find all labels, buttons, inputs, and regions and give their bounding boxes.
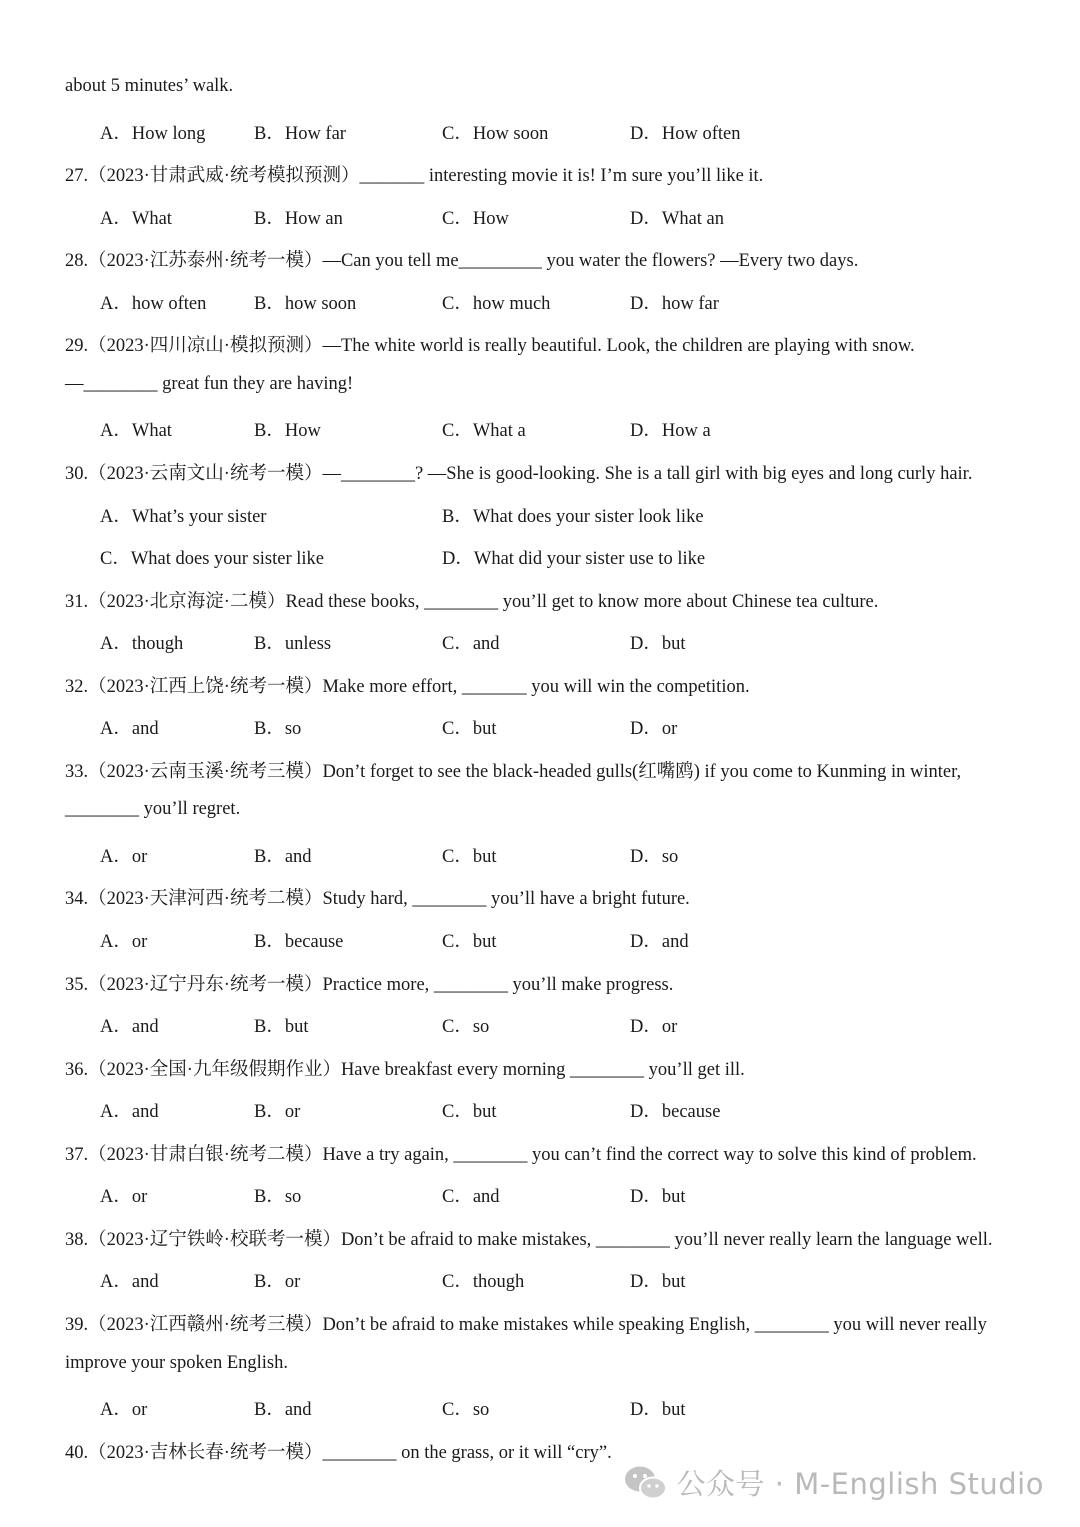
question-line: ________ you’ll regret.: [65, 799, 241, 820]
question-line: 40.（2023·吉林长春·统考一模）________ on the grass, or it will “cry”.: [65, 1442, 612, 1463]
answer-option: B．or: [254, 1272, 301, 1293]
question-line: 37.（2023·甘肃白银·统考二模）Have a try again, ________ you can’t find the correct way to solve this kind of problem.: [65, 1144, 977, 1165]
answer-option: A．or: [100, 932, 148, 952]
answer-option: D．because: [630, 1102, 721, 1123]
answer-option: C．but: [442, 719, 497, 740]
answer-option: D．how far: [630, 293, 719, 314]
answer-option: A．or: [100, 1187, 148, 1208]
answer-option: B．how soon: [254, 293, 357, 314]
answer-option: C．though: [442, 1272, 525, 1293]
answer-option: A．or: [100, 1400, 148, 1421]
question-line: 28.（2023·江苏泰州·统考一模）—Can you tell me_________ you water the flowers? —Every two days.: [65, 251, 859, 272]
question-line: 39.（2023·江西赣州·统考三模）Don’t be afraid to make mistakes while speaking English, ________ you will never really: [65, 1314, 987, 1335]
answer-option: B．so: [254, 719, 302, 740]
answer-option: A．or: [100, 846, 148, 867]
question-line: 36.（2023·全国·九年级假期作业）Have breakfast every morning ________ you’ll get ill.: [65, 1059, 745, 1080]
answer-option: D．but: [630, 1187, 686, 1208]
answer-option: C．and: [442, 634, 500, 655]
answer-option: A．How long: [100, 123, 206, 144]
answer-option: C．but: [442, 932, 497, 952]
answer-option: B．What does your sister look like: [442, 506, 704, 527]
question-line: 31.（2023·北京海淀·二模）Read these books, ________ you’ll get to know more about Chinese tea culture.: [65, 591, 879, 612]
answer-option: D．but: [630, 634, 686, 655]
answer-option: D．How a: [630, 421, 711, 442]
answer-option: A．and: [100, 719, 159, 740]
answer-option: C．so: [442, 1400, 490, 1421]
answer-option: C．How: [442, 208, 509, 229]
question-line: 32.（2023·江西上饶·统考一模）Make more effort, _______ you will win the competition.: [65, 676, 750, 697]
answer-option: A．What: [100, 421, 172, 442]
answer-option: C．but: [442, 1102, 497, 1123]
answer-option: D．or: [630, 1017, 678, 1038]
answer-option: D．How often: [630, 123, 741, 144]
answer-option: B．so: [254, 1187, 302, 1208]
watermark-text: 公众号 · M-English Studio: [676, 1467, 1044, 1501]
question-line: 38.（2023·辽宁铁岭·校联考一模）Don’t be afraid to make mistakes, ________ you’ll never really learn the language well.: [65, 1229, 993, 1250]
question-line: 27.（2023·甘肃武威·统考模拟预测）_______ interesting movie it is! I’m sure you’ll like it.: [65, 166, 764, 187]
answer-option: B．or: [254, 1102, 301, 1123]
answer-option: B．and: [254, 1400, 312, 1421]
answer-option: A．and: [100, 1272, 159, 1293]
answer-option: A．What’s your sister: [100, 506, 267, 527]
answer-option: A．and: [100, 1017, 159, 1038]
answer-option: C．so: [442, 1017, 490, 1038]
answer-option: B．unless: [254, 634, 332, 655]
question-line: 34.（2023·天津河西·统考二模）Study hard, ________ you’ll have a bright future.: [65, 889, 690, 910]
answer-option: C．how much: [442, 293, 551, 314]
question-line: 29.（2023·四川凉山·模拟预测）—The white world is really beautiful. Look, the children are playing with snow.: [65, 336, 915, 357]
answer-option: D．or: [630, 719, 678, 740]
answer-option: A．What: [100, 208, 172, 229]
answer-option: B．How: [254, 421, 321, 442]
question-line: 33.（2023·云南玉溪·统考三模）Don’t forget to see the black-headed gulls(红嘴鸥) if you come to Kunming in winter,: [65, 761, 962, 782]
answer-option: C．How soon: [442, 123, 549, 144]
answer-option: B．How an: [254, 208, 343, 229]
question-line: —________ great fun they are having!: [65, 373, 354, 394]
answer-option: D．What an: [630, 208, 725, 229]
answer-option: D．and: [630, 932, 689, 952]
answer-option: B．because: [254, 932, 344, 952]
question-line: about 5 minutes’ walk.: [65, 76, 234, 96]
answer-option: C．and: [442, 1187, 500, 1208]
answer-option: C．but: [442, 846, 497, 867]
wechat-icon: [623, 1463, 669, 1503]
answer-option: A．though: [100, 634, 184, 655]
answer-option: D．so: [630, 846, 679, 867]
answer-option: B．and: [254, 846, 312, 867]
answer-option: A．how often: [100, 293, 207, 314]
answer-option: B．but: [254, 1017, 309, 1038]
answer-option: A．and: [100, 1102, 159, 1123]
question-line: improve your spoken English.: [65, 1352, 289, 1373]
answer-option: C．What does your sister like: [100, 549, 325, 570]
answer-option: C．What a: [442, 421, 526, 442]
question-line: 30.（2023·云南文山·统考一模）—________? —She is good-looking. She is a tall girl with big eyes and long curly hair.: [65, 463, 973, 484]
answer-option: D．What did your sister use to like: [442, 549, 706, 570]
answer-option: D．but: [630, 1400, 686, 1421]
answer-option: D．but: [630, 1272, 686, 1293]
watermark: [623, 1462, 1044, 1503]
answer-option: B．How far: [254, 123, 346, 144]
question-line: 35.（2023·辽宁丹东·统考一模）Practice more, ________ you’ll make progress.: [65, 974, 674, 995]
